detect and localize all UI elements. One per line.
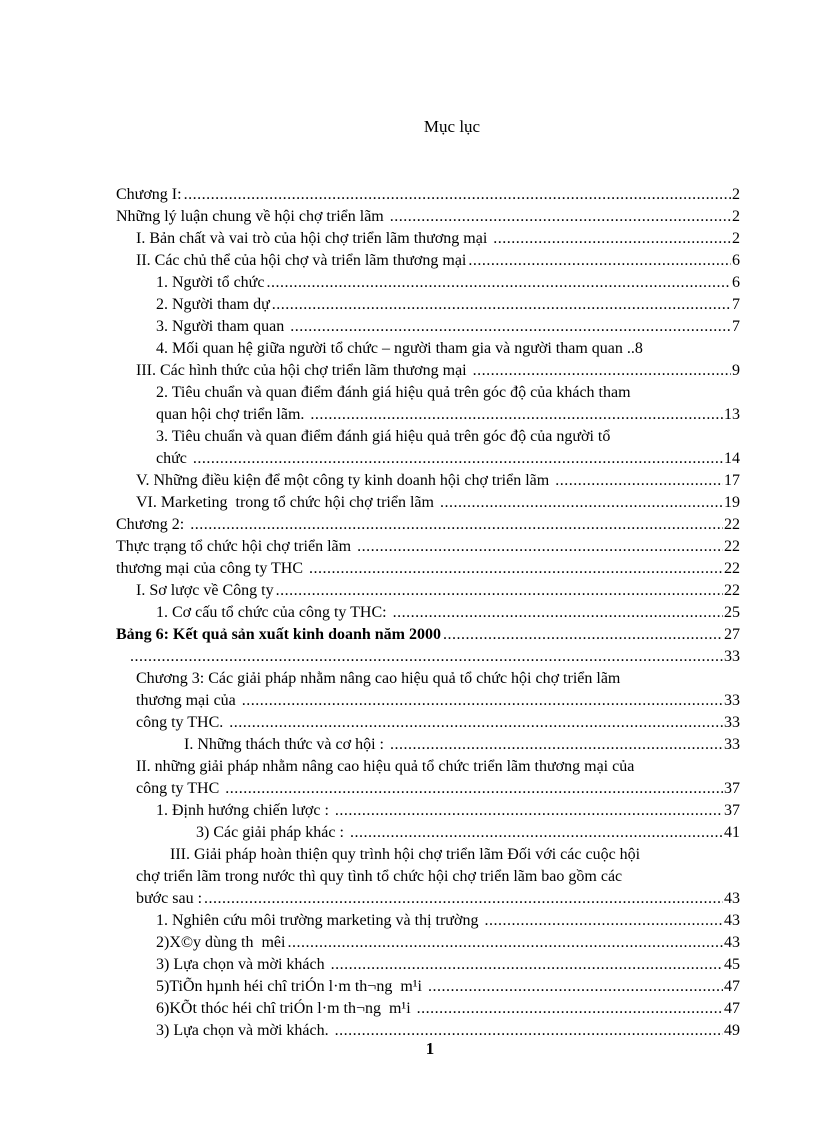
page-number: 1: [425, 1039, 435, 1058]
toc-entry-page: 7: [732, 318, 740, 335]
toc-entry-page: 22: [724, 516, 740, 533]
toc-entry-page: 2: [732, 186, 740, 203]
toc-entry-text: I. Những thách thức và cơ hội :: [184, 736, 388, 753]
toc-entry-page: 7: [732, 296, 740, 313]
toc-entry[interactable]: [136, 492, 740, 514]
toc-entry-text: II. Các chủ thể của hội chợ và triển lãm thương mại: [136, 252, 467, 269]
toc-entry-page: 33: [724, 736, 740, 753]
toc-entry-page: 22: [724, 538, 740, 555]
toc-entry[interactable]: [156, 382, 740, 404]
toc-entry-page: 17: [724, 472, 740, 489]
toc-entry-text: 6)KÕt thóc héi chî triÓn l·m th¬ng m¹i: [156, 1000, 415, 1017]
toc-entry[interactable]: [156, 954, 740, 976]
toc-entry-page: 47: [724, 978, 740, 995]
toc-entry-text: I. Bản chất và vai trò của hội chợ triển lãm thương mại: [136, 230, 492, 247]
toc-entry-page: 33: [724, 648, 740, 665]
toc-leader: [242, 690, 723, 712]
toc-entry-text: công ty THC.: [136, 714, 228, 731]
toc-entry[interactable]: [116, 184, 740, 206]
toc-entry-page: 2: [732, 208, 740, 225]
toc-entry-page: 43: [724, 934, 740, 951]
toc-leader: [393, 602, 723, 624]
toc-leader: [310, 404, 723, 426]
toc-entry-page: 13: [724, 406, 740, 423]
toc-leader: [266, 272, 731, 294]
toc-entry[interactable]: [116, 206, 740, 228]
toc-entry-text: III. Giải pháp hoàn thiện quy trình hội chợ triển lãm Đối với các cuộc hội: [170, 846, 641, 863]
toc-entry[interactable]: [136, 888, 740, 910]
toc-entry-page: 2: [732, 230, 740, 247]
toc-entry-text: II. những giải pháp nhằm nâng cao hiệu quả tổ chức triển lãm thương mại của: [136, 758, 635, 775]
toc-entry[interactable]: [184, 734, 740, 756]
toc-entry-text: I. Sơ lược về Công ty: [136, 582, 274, 599]
toc-leader: [272, 294, 731, 316]
toc-entry[interactable]: [116, 514, 740, 536]
toc-entry[interactable]: [136, 470, 740, 492]
toc-leader: [468, 250, 731, 272]
toc-entry-text: 1. Người tổ chức: [156, 274, 265, 291]
toc-entry[interactable]: [156, 426, 740, 448]
toc-leader: [428, 976, 723, 998]
toc-leader: [193, 448, 723, 470]
toc-entry[interactable]: [116, 624, 740, 646]
toc-entry-page: 45: [724, 956, 740, 973]
toc-entry-text: Những lý luận chung về hội chợ triển lãm: [116, 208, 388, 225]
toc-entry-text: V. Những điều kiện để một công ty kinh doanh hội chợ triển lãm: [136, 472, 554, 489]
toc-leader: [417, 998, 723, 1020]
toc-entry-text: Chương 3: Các giải pháp nhằm nâng cao hiệu quả tổ chức hội chợ triển lãm: [136, 670, 621, 687]
toc-leader: [335, 800, 723, 822]
toc-entry-text: thương mại của công ty THC: [116, 560, 308, 577]
toc-entry-text: Chương I:: [116, 186, 182, 203]
toc-leader: [287, 932, 723, 954]
toc-leader: [290, 316, 731, 338]
toc-entry-text: 2. Người tham dự: [156, 296, 270, 313]
toc-leader: [309, 558, 723, 580]
toc-leader: [276, 580, 723, 602]
toc-entry[interactable]: [156, 272, 740, 294]
toc-leader: [350, 822, 723, 844]
toc-leader: [493, 228, 731, 250]
toc-leader: [229, 712, 723, 734]
toc-leader: [390, 206, 731, 228]
toc-entry[interactable]: [116, 536, 740, 558]
toc-entry[interactable]: [156, 448, 740, 470]
toc-leader: [331, 954, 723, 976]
toc-entry-page: 6: [732, 274, 740, 291]
toc-entry[interactable]: [116, 558, 740, 580]
toc-entry[interactable]: [156, 294, 740, 316]
toc-entry-text: 1. Định hướng chiến lược :: [156, 802, 333, 819]
toc-leader: [555, 470, 723, 492]
toc-entry[interactable]: [156, 800, 740, 822]
toc-leader: [473, 360, 731, 382]
toc-entry[interactable]: [156, 338, 740, 360]
toc-entry-text: 3. Tiêu chuẩn và quan điểm đánh giá hiệu quả trên góc độ của người tổ: [156, 428, 611, 445]
toc-entry-text: 3) Lựa chọn và mời khách: [156, 956, 329, 973]
toc-entry-page: 47: [724, 1000, 740, 1017]
toc-entry-page: 27: [724, 626, 740, 643]
toc-leader: [190, 514, 723, 536]
toc-leader: [225, 778, 723, 800]
toc-entry-text: công ty THC: [136, 780, 224, 797]
toc-entry-text: 3. Người tham quan: [156, 318, 289, 335]
toc-entry-text: Chương 2:: [116, 516, 189, 533]
toc-entry-page: 49: [724, 1022, 740, 1039]
toc-entry[interactable]: [196, 822, 740, 844]
toc-entry[interactable]: [156, 910, 740, 932]
toc-leader: [440, 492, 723, 514]
toc-leader: [204, 888, 723, 910]
toc-entry[interactable]: [136, 580, 740, 602]
toc-entry[interactable]: [136, 360, 740, 382]
toc-entry-text: 3) Lựa chọn và mời khách.: [156, 1022, 333, 1039]
toc-entry[interactable]: [136, 228, 740, 250]
toc-entry-text: chức: [156, 450, 191, 467]
toc-entry-page: 25: [724, 604, 740, 621]
toc-entry[interactable]: [136, 250, 740, 272]
toc-entry-text: quan hội chợ triển lãm.: [156, 406, 309, 423]
toc-entry-page: 43: [724, 912, 740, 929]
toc-entry-page: 6: [732, 252, 740, 269]
page-title: Mục lục: [423, 117, 481, 136]
toc-entry-text: VI. Marketing trong tổ chức hội chợ triển lãm: [136, 494, 438, 511]
toc-entry-text: 1. Nghiên cứu môi trường marketing và thị trường: [156, 912, 483, 929]
toc-entry[interactable]: [136, 712, 740, 734]
toc-entry[interactable]: [136, 778, 740, 800]
toc-entry-text: 2. Tiêu chuẩn và quan điểm đánh giá hiệu quả trên góc độ của khách tham: [156, 384, 631, 401]
toc-entry-page: 22: [724, 582, 740, 599]
toc-leader: [357, 536, 723, 558]
toc-entry-page: 22: [724, 560, 740, 577]
toc-entry-text: 5)TiÕn hµnh héi chî triÓn l·m th¬ng m¹i: [156, 978, 426, 995]
toc-leader: [184, 184, 731, 206]
toc-entry-text: 1. Cơ cấu tổ chức của công ty THC:: [156, 604, 391, 621]
toc-entry[interactable]: [156, 404, 740, 426]
toc-entry-text: Bảng 6: Kết quả sản xuất kinh doanh năm 2000: [116, 626, 441, 643]
toc-entry[interactable]: [136, 690, 740, 712]
toc-entry-page: 19: [724, 494, 740, 511]
toc-entry-text: 2)X©y dùng th mêi: [156, 934, 286, 951]
toc-entry[interactable]: [156, 316, 740, 338]
toc-entry[interactable]: [156, 932, 740, 954]
toc-entry-text: 4. Mối quan hệ giữa người tổ chức – người tham gia và người tham quan ..: [156, 340, 635, 357]
toc-entry[interactable]: [170, 844, 740, 866]
toc-entry[interactable]: [156, 976, 740, 998]
toc-entry[interactable]: [136, 756, 740, 778]
toc-leader: [443, 624, 723, 646]
toc-entry-text: 3) Các giải pháp khác :: [196, 824, 348, 841]
toc-entry-page: 41: [724, 824, 740, 841]
toc-entry-page: 8: [634, 340, 643, 357]
toc-entry-page: 43: [724, 890, 740, 907]
toc-leader: [130, 646, 723, 668]
toc-leader: [484, 910, 723, 932]
toc-entry[interactable]: [130, 646, 740, 668]
toc-entry-page: 33: [724, 692, 740, 709]
toc-entry-page: 37: [724, 802, 740, 819]
toc-entry[interactable]: [136, 668, 740, 690]
toc-entry-text: III. Các hình thức của hội chợ triển lãm thương mại: [136, 362, 471, 379]
toc-entry-page: 37: [724, 780, 740, 797]
toc-entry[interactable]: [136, 866, 740, 888]
toc-entry-text: chợ triển lãm trong nước thì quy tình tổ chức hội chợ triển lãm bao gồm các: [136, 868, 623, 885]
toc-entry-text: thương mại của: [136, 692, 240, 709]
toc-entry-page: 33: [724, 714, 740, 731]
toc-entry-page: 9: [732, 362, 740, 379]
toc-entry[interactable]: [156, 602, 740, 624]
toc-entry[interactable]: [156, 998, 740, 1020]
toc-entry-text: Thực trạng tổ chức hội chợ triển lãm: [116, 538, 356, 555]
toc-leader: [390, 734, 723, 756]
toc-entry-page: 14: [724, 450, 740, 467]
toc-entry-text: bước sau :: [136, 890, 203, 907]
